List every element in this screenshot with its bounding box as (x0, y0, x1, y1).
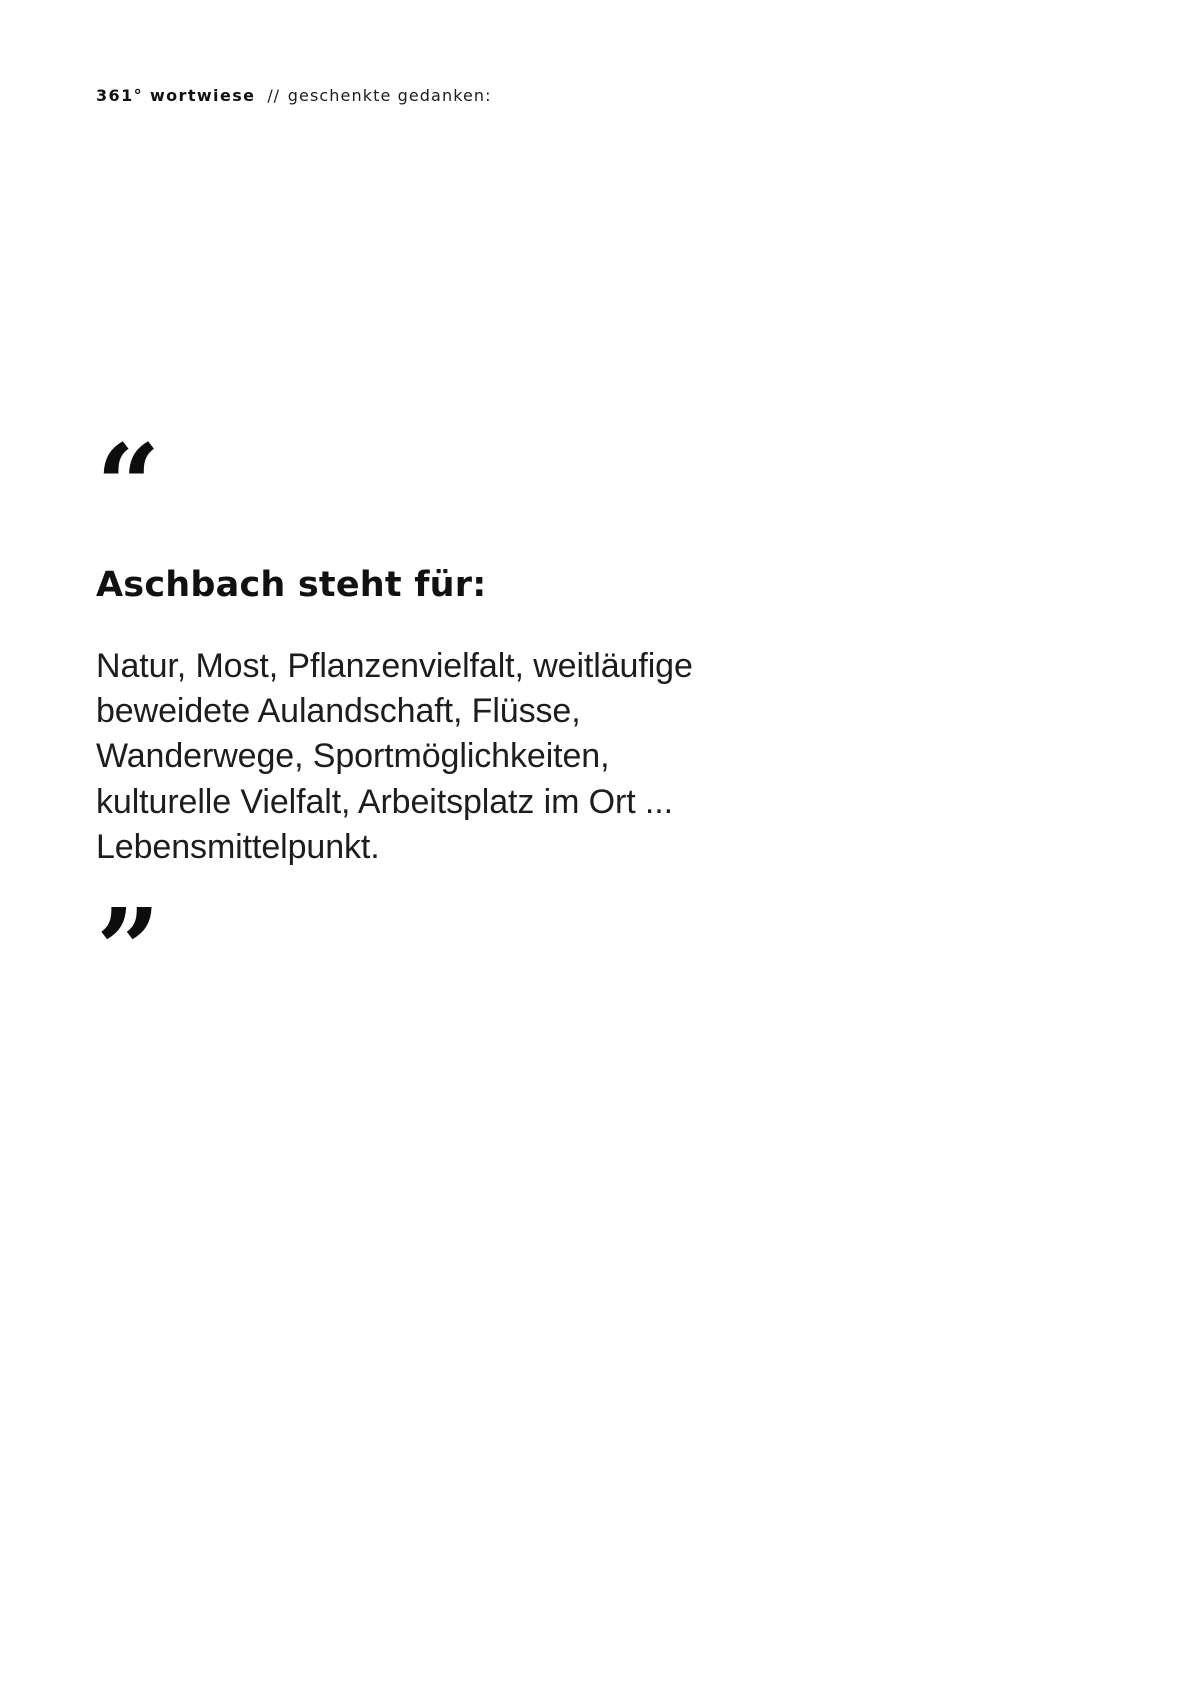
header-subtitle: geschenkte gedanken: (287, 86, 492, 105)
quote-body-line: Lebensmittelpunkt. (96, 827, 380, 866)
quote-body-line: beweidete Aulandschaft, Flüsse, (96, 692, 581, 731)
quote-body-line: Wanderwege, Sportmöglichkeiten, (96, 737, 610, 776)
quote-open-icon: “ (96, 421, 159, 552)
quote-body (96, 644, 756, 870)
quote-block (96, 421, 816, 870)
quote-heading: Aschbach steht für: (96, 565, 487, 605)
page-header (96, 86, 492, 105)
brand-title: 361° wortwiese (96, 86, 256, 105)
quote-body-line: Natur, Most, Pflanzenvielfalt, weitläufige (96, 647, 693, 685)
quote-body-line: kulturelle Vielfalt, Arbeitsplatz im Ort ... (96, 782, 673, 821)
header-separator: // (267, 86, 280, 105)
quote-close-icon: ” (96, 885, 159, 1016)
